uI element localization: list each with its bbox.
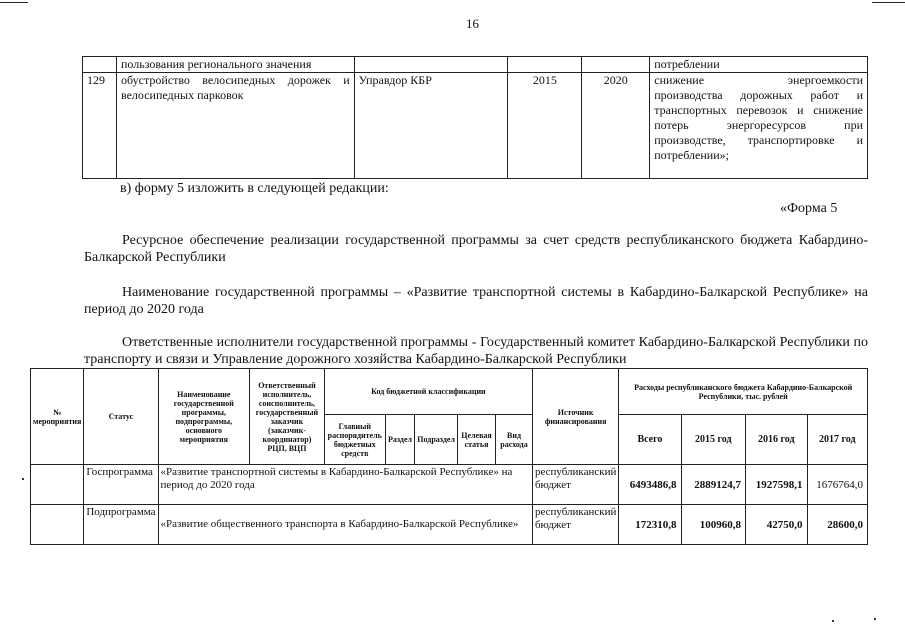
measure-name-line: обустройство велосипедных дорожек и bbox=[120, 73, 350, 87]
measure-result-line: потреблении»; bbox=[654, 148, 729, 162]
header-subsection: Подраздел bbox=[415, 415, 458, 465]
row-2017: 1676764,0 bbox=[807, 465, 867, 505]
row-2016: 1927598,1 bbox=[746, 465, 808, 505]
measure-executor: Управдор КБР bbox=[354, 73, 508, 179]
row-total: 6493486,8 bbox=[619, 465, 681, 505]
form-label: «Форма 5 bbox=[780, 201, 838, 216]
measure-start-year: 2015 bbox=[508, 73, 582, 179]
header-target-item: Целевая статья bbox=[457, 415, 495, 465]
scan-speck bbox=[832, 620, 834, 622]
measure-result-line: производства дорожных работ и bbox=[654, 88, 863, 102]
header-status: Статус bbox=[84, 369, 158, 465]
row-source: республиканский бюджет bbox=[532, 465, 618, 505]
table-row bbox=[83, 57, 868, 73]
table-row bbox=[31, 505, 868, 545]
table-row bbox=[83, 73, 868, 179]
measure-result-line: транспортных перевозок и снижение bbox=[654, 103, 863, 117]
measure-result: потреблении bbox=[650, 57, 868, 73]
measure-number bbox=[83, 57, 117, 73]
scan-speck bbox=[874, 618, 876, 620]
measure-number: 129 bbox=[83, 73, 117, 179]
row-number bbox=[31, 465, 84, 505]
measure-result-line: производстве, транспортировке и bbox=[654, 133, 863, 147]
header-section: Раздел bbox=[385, 415, 415, 465]
top-border-left bbox=[0, 2, 28, 3]
measure-result-line: снижение энергоемкости bbox=[654, 73, 863, 87]
resource-table bbox=[30, 368, 868, 545]
responsible-executors: Ответственные исполнители государственной программы - Государственный комитет Кабардино-Балкарской Республики по транспорту и связи и Управление дорожного хозяйства Кабардино-Балкарской Республики bbox=[84, 335, 868, 367]
table-row bbox=[31, 465, 868, 505]
measure-executor bbox=[354, 57, 508, 73]
scan-speck bbox=[22, 478, 24, 480]
table-header-row bbox=[31, 369, 868, 415]
page-number: 16 bbox=[466, 16, 479, 31]
measure-name-line: велосипедных парковок bbox=[120, 88, 244, 102]
measure-end-year bbox=[582, 57, 650, 73]
measure-start-year bbox=[508, 57, 582, 73]
measures-table bbox=[82, 56, 868, 179]
row-2015: 100960,8 bbox=[681, 505, 745, 545]
item-v-text: в) форму 5 изложить в следующей редакции: bbox=[120, 181, 389, 196]
header-source: Источник финансирования bbox=[532, 369, 618, 465]
measure-name: пользования регионального значения bbox=[116, 57, 354, 73]
row-2015: 2889124,7 bbox=[681, 465, 745, 505]
row-2017: 28600,0 bbox=[807, 505, 867, 545]
measure-name bbox=[116, 73, 354, 179]
row-total: 172310,8 bbox=[619, 505, 681, 545]
header-expense-type: Вид расхода bbox=[496, 415, 533, 465]
measure-result-line: потерь энергоресурсов при bbox=[654, 118, 863, 132]
resource-title: Ресурсное обеспечение реализации государственной программы за счет средств республиканского бюджета Кабардино-Балкарской Республики bbox=[84, 233, 868, 265]
header-2017: 2017 год bbox=[807, 415, 867, 465]
header-expenses: Расходы республиканского бюджета Кабардино-Балкарской Республики, тыс. рублей bbox=[619, 369, 868, 415]
row-name: «Развитие транспортной системы в Кабардино-Балкарской Республике» на период до 2020 года bbox=[158, 465, 532, 505]
header-name: Наименование государственной программы, подпрограммы, основного мероприятия bbox=[158, 369, 250, 465]
row-status: Подпрограмма bbox=[84, 505, 158, 545]
measure-end-year: 2020 bbox=[582, 73, 650, 179]
header-budget-code: Код бюджетной классификации bbox=[324, 369, 532, 415]
header-2015: 2015 год bbox=[681, 415, 745, 465]
top-border-right bbox=[872, 2, 905, 3]
measure-result bbox=[650, 73, 868, 179]
row-source: республиканский бюджет bbox=[532, 505, 618, 545]
header-total: Всего bbox=[619, 415, 681, 465]
row-number bbox=[31, 505, 84, 545]
header-number: № мероприятия bbox=[31, 369, 84, 465]
row-status: Госпрограмма bbox=[84, 465, 158, 505]
header-2016: 2016 год bbox=[746, 415, 808, 465]
row-2016: 42750,0 bbox=[746, 505, 808, 545]
row-name: «Развитие общественного транспорта в Кабардино-Балкарской Республике» bbox=[158, 505, 532, 545]
header-executor: Ответственный исполнитель, соисполнитель, государственный заказчик (заказчик-координатор) РЦП, ВЦП bbox=[250, 369, 325, 465]
header-main-manager: Главный распорядитель бюджетных средств bbox=[324, 415, 385, 465]
program-name: Наименование государственной программы – «Развитие транспортной системы в Кабардино-Балкарской Республике» на период до 2020 года bbox=[84, 285, 868, 317]
